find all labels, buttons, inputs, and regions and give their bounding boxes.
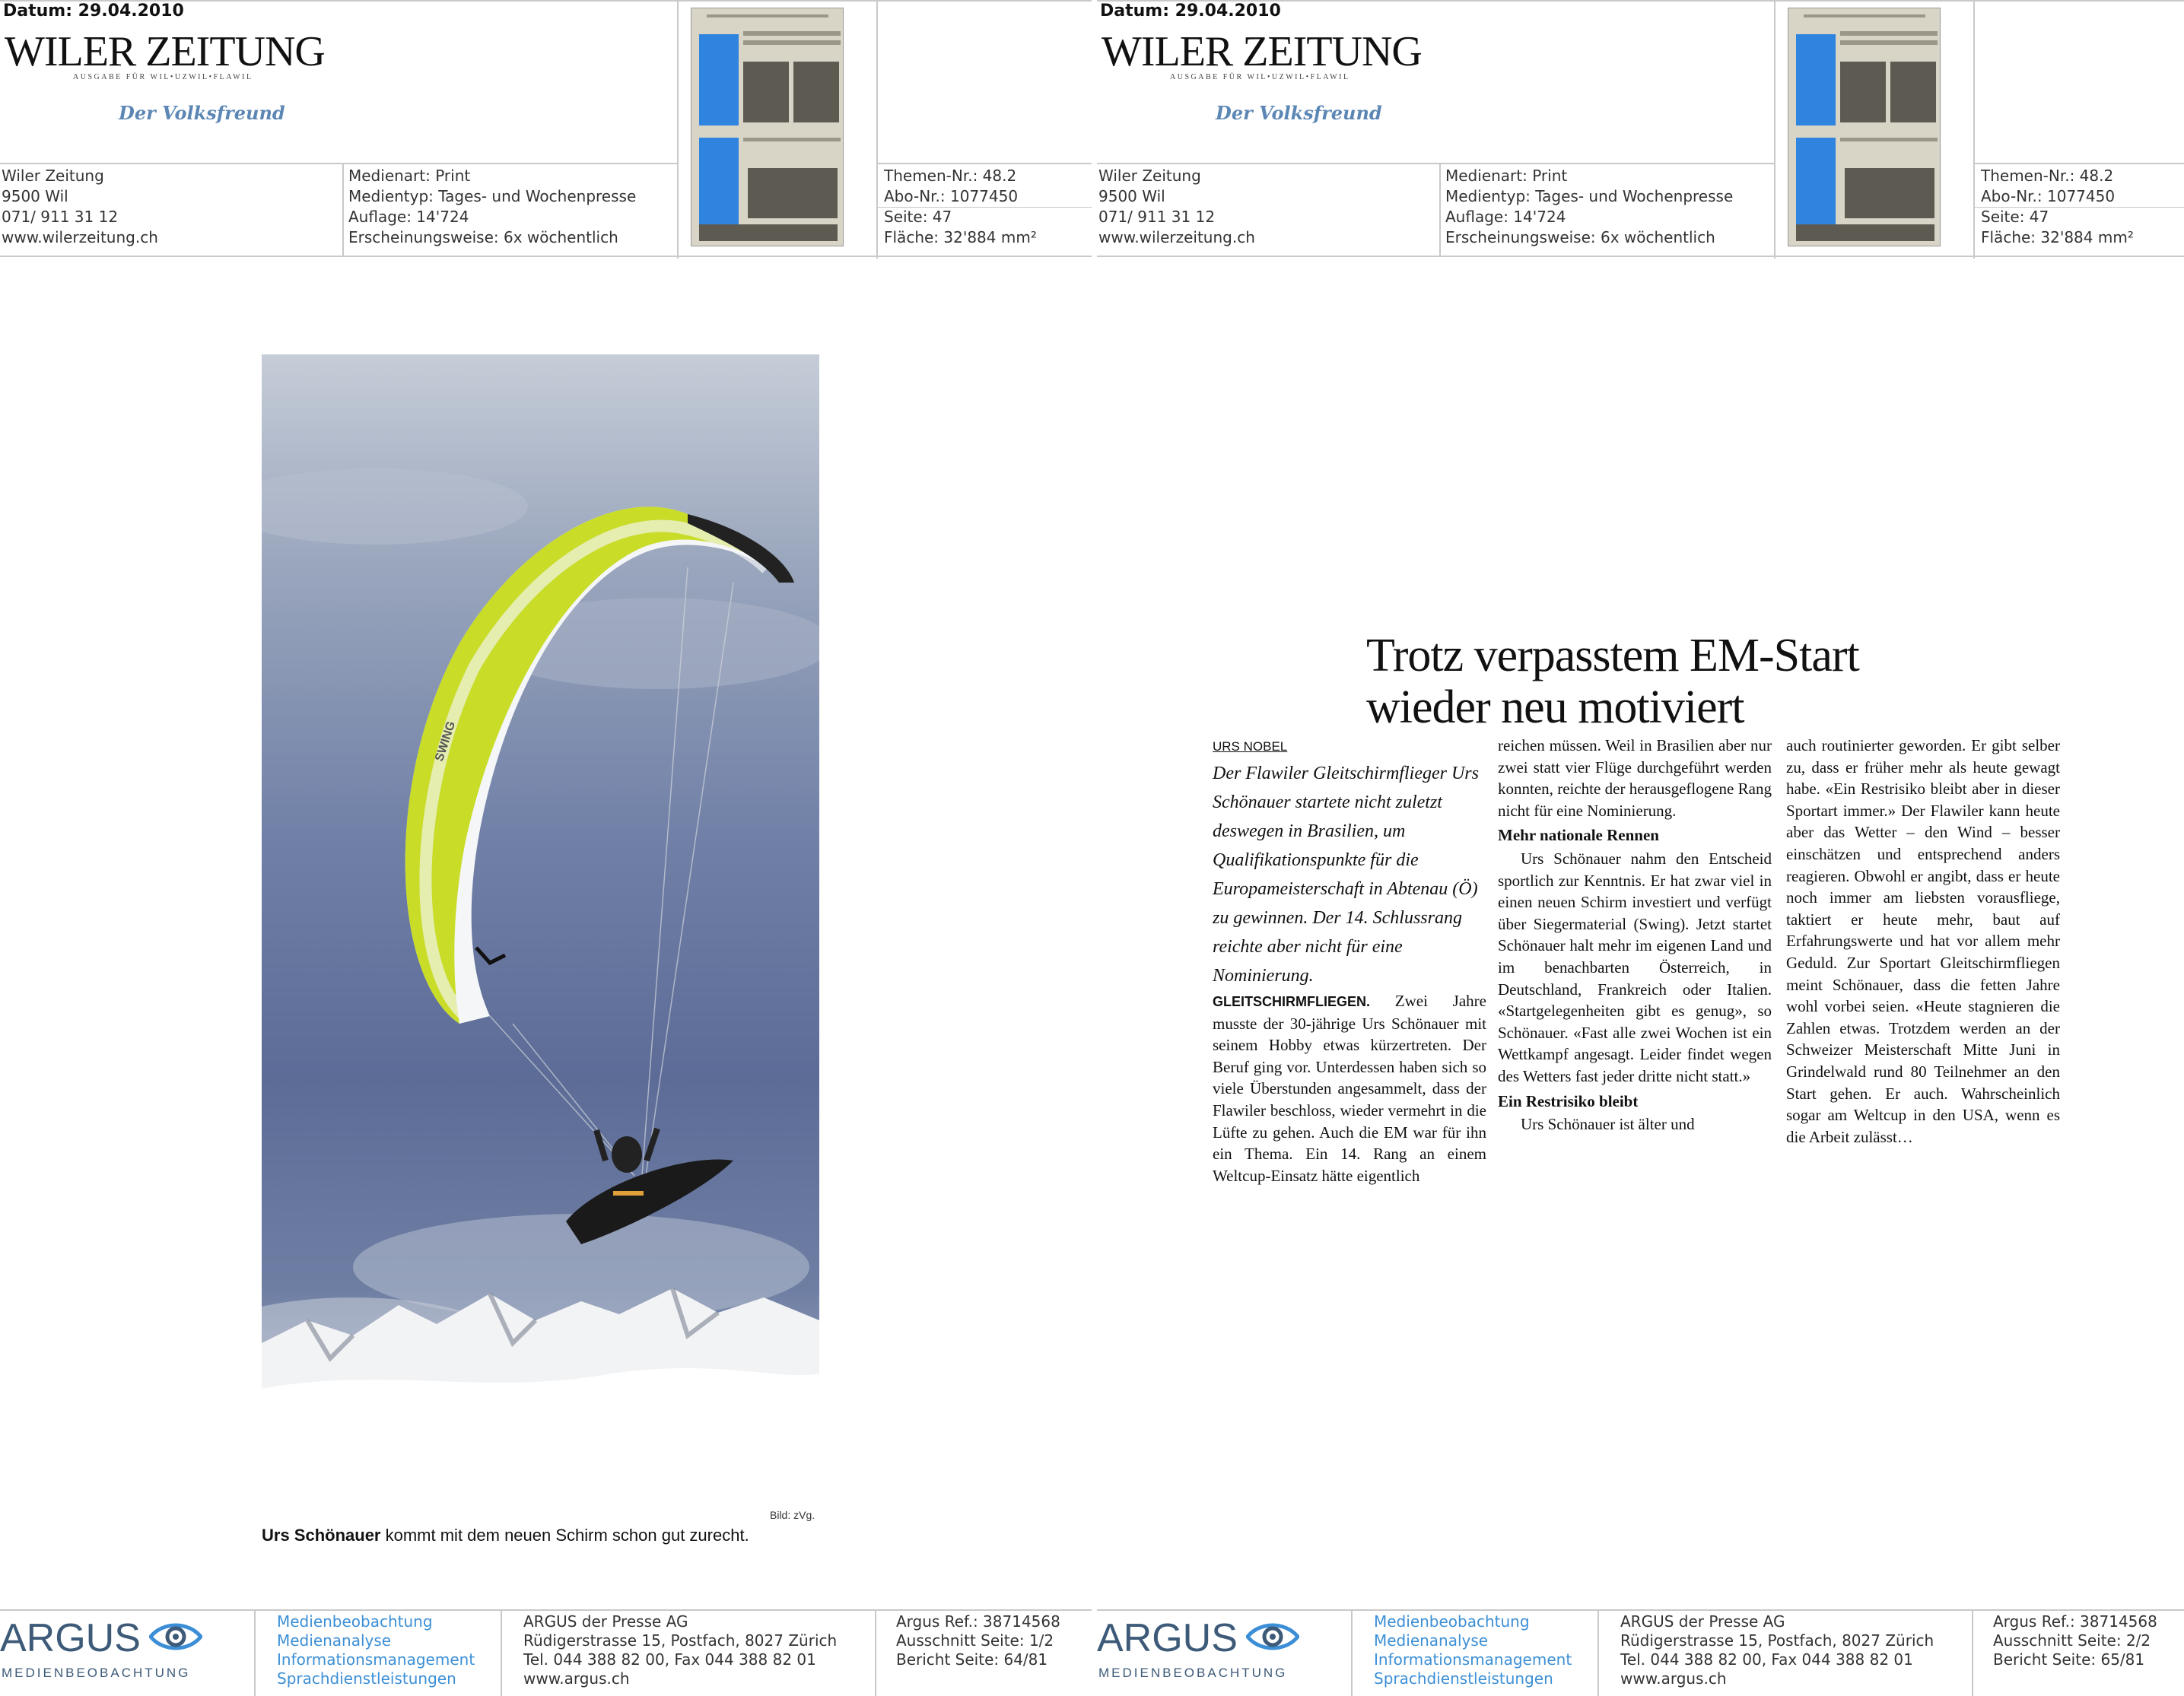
eye-icon: [1246, 1620, 1299, 1653]
header-divider: [0, 256, 1092, 257]
article-column-1: [1213, 759, 1486, 1186]
publisher-info: Wiler Zeitung 9500 Wil 071/ 911 31 12 www.wilerzeitung.ch: [2, 167, 158, 246]
article-paragraph: reichen müssen. Weil in Brasilien aber nur zwei statt vier Flüge durchgeführt werden konnten, reichte der herausgeflogene Rang nicht für eine Nominierung.: [1498, 736, 1772, 820]
article-column-3: [1786, 735, 2060, 1148]
media-info: Medienart: Print Medientyp: Tages- und Wochenpresse Auflage: 14'724 Erscheinungsweise: 6x wöchentlich: [1445, 167, 1734, 246]
paraglider-photo: [262, 354, 819, 1522]
clipping-date: Datum: 29.04.2010: [1100, 2, 1281, 21]
photo-caption: Urs Schönauer kommt mit dem neuen Schirm schon gut zurecht.: [262, 1526, 749, 1545]
page-thumbnail: [1788, 8, 1941, 246]
article-subheading: Ein Restrisiko bleibt: [1498, 1091, 1639, 1110]
newspaper-title: WILER ZEITUNG: [5, 28, 325, 75]
page-gutter: [1092, 0, 1097, 1696]
newspaper-subtitle: AUSGABE FÜR WIL•UZWIL•FLAWIL: [1170, 73, 1350, 81]
argus-logo: ARGUS: [0, 1616, 141, 1660]
newspaper-title: WILER ZEITUNG: [1102, 28, 1422, 75]
argus-address: ARGUS der Presse AG Rüdigerstrasse 15, Postfach, 8027 Zürich Tel. 044 388 82 00, Fax 044 388 82 01 www.argus.ch: [1620, 1612, 1934, 1688]
footer-divider: [254, 1609, 256, 1696]
article-kicker: GLEITSCHIRMFLIEGEN.: [1213, 994, 1370, 1009]
clipping-page-2: [1097, 0, 2184, 1696]
page-thumbnail: [691, 8, 844, 246]
footer-rule: [0, 1609, 1092, 1611]
argus-subtitle: MEDIENBEOBACHTUNG: [2, 1666, 191, 1680]
argus-subtitle: MEDIENBEOBACHTUNG: [1098, 1666, 1288, 1680]
article-lead: Der Flawiler Gleitschirmflieger Urs Schönauer startete nicht zuletzt deswegen in Brasilien, um Qualifikationspunkte für die Europameisterschaft in Abtenau (Ö) zu gewinnen. Der 14. Schlussrang reichte aber nicht für eine Nominierung.: [1213, 764, 1479, 986]
eye-icon: [149, 1620, 202, 1653]
footer-divider: [1972, 1609, 1973, 1696]
header-divider: [876, 163, 1092, 164]
footer-divider: [875, 1609, 876, 1696]
argus-services: Medienbeobachtung Medienanalyse Informationsmanagement Sprachdienstleistungen: [1374, 1612, 1572, 1688]
clipping-date: Datum: 29.04.2010: [3, 2, 184, 21]
header-divider: [1439, 163, 1441, 256]
argus-services: Medienbeobachtung Medienanalyse Informationsmanagement Sprachdienstleistungen: [277, 1612, 475, 1688]
theme-info: Themen-Nr.: 48.2 Abo-Nr.: 1077450 Seite: 47 Fläche: 32'884 mm²: [884, 167, 1037, 246]
photo-credit: Bild: zVg.: [770, 1509, 815, 1521]
header-divider: [1973, 163, 2184, 164]
argus-reference: Argus Ref.: 38714568 Ausschnitt Seite: 2/2 Bericht Seite: 65/81: [1993, 1612, 2157, 1669]
footer-divider: [501, 1609, 502, 1696]
argus-reference: Argus Ref.: 38714568 Ausschnitt Seite: 1/2 Bericht Seite: 64/81: [896, 1612, 1060, 1669]
footer-rule: [1097, 1609, 2184, 1611]
theme-info: Themen-Nr.: 48.2 Abo-Nr.: 1077450 Seite: 47 Fläche: 32'884 mm²: [1981, 167, 2134, 246]
header-divider: [342, 163, 344, 256]
article-paragraph: Urs Schönauer ist älter und: [1521, 1115, 1695, 1134]
article-headline: Trotz verpasstem EM-Start wieder neu motiviert: [1366, 630, 1859, 733]
header-divider: [1973, 0, 1975, 259]
publisher-info: Wiler Zeitung 9500 Wil 071/ 911 31 12 www.wilerzeitung.ch: [1098, 167, 1255, 246]
header-divider: [1774, 0, 1775, 259]
header-divider: [677, 0, 679, 259]
article-paragraph: Zwei Jahre musste der 30-jährige Urs Schönauer mit seinem Hobby etwas kürzertreten. Der Beruf ging vor. Unterdessen haben sich so viele Überstunden angesammelt, dass der Flawiler beschloss, wieder vermehrt in die Lüfte zu gehen. Auch die EM war für ihn ein Thema. Ein 14. Rang an einem Weltcup-Einsatz hätte eigentlich: [1213, 992, 1486, 1185]
header-divider: [876, 0, 878, 259]
newspaper-secondary-title: Der Volksfreund: [119, 102, 285, 124]
article-paragraph: Urs Schönauer nahm den Entscheid sportlich zur Kenntnis. Er hat zwar viel in einen neuen Schirm investiert und verfügt über Siegermaterial (Swing). Jetzt startet Schönauer halt mehr im eigenen Land und im benachbarten Österreich, in Deutschland, Frankreich oder Italien. «Startgelegenheiten gibt es genug», so Schönauer. «Fast alle zwei Wochen ist ein Wettkampf angesagt. Leider findet wegen des Wetters fast jeder dritte nicht statt.»: [1498, 849, 1772, 1085]
header-divider: [1097, 256, 2184, 257]
footer-divider: [1351, 1609, 1353, 1696]
newspaper-subtitle: AUSGABE FÜR WIL•UZWIL•FLAWIL: [73, 73, 253, 81]
argus-address: ARGUS der Presse AG Rüdigerstrasse 15, Postfach, 8027 Zürich Tel. 044 388 82 00, Fax 044 388 82 01 www.argus.ch: [523, 1612, 838, 1688]
article-paragraph: auch routinierter geworden. Er gibt selber zu, dass er früher mehr als heute gewagt habe. «Ein Restrisiko bleibt aber in dieser Sportart immer.» Der Flawiler kann heute aber das Wetter – den Wind – besser einschätzen und entsprechend anders reagieren. Obwohl er angibt, dass er heute noch immer am liebsten vorausfliege, taktiert er heute mehr, baut auf Erfahrungswerte und hat vor allem mehr Geduld. Zur Sportart Gleitschirmfliegen meint Schönauer, dass die fetten Jahre wohl vorbei seien. «Heute stagnieren die Zahlen etwas. Trotzdem werden an der Schweizer Meisterschaft Mitte Juni in Grindelwald rund 80 Teilnehmer an den Start gehen. Er auch. Wahrscheinlich sogar am Weltcup in den USA, wenn es die Arbeit zulässt…: [1786, 736, 2060, 1146]
article-column-2: [1498, 735, 1772, 1135]
header-divider: [0, 163, 677, 164]
article-subheading: Mehr nationale Rennen: [1498, 826, 1659, 845]
footer-divider: [1597, 1609, 1599, 1696]
argus-logo: ARGUS: [1097, 1616, 1238, 1660]
article-byline: URS NOBEL: [1213, 739, 1288, 754]
wing-brand-label: SWING: [433, 719, 459, 764]
newspaper-secondary-title: Der Volksfreund: [1216, 102, 1382, 124]
media-info: Medienart: Print Medientyp: Tages- und Wochenpresse Auflage: 14'724 Erscheinungsweise: 6x wöchentlich: [348, 167, 637, 246]
header-divider: [1097, 163, 1774, 164]
